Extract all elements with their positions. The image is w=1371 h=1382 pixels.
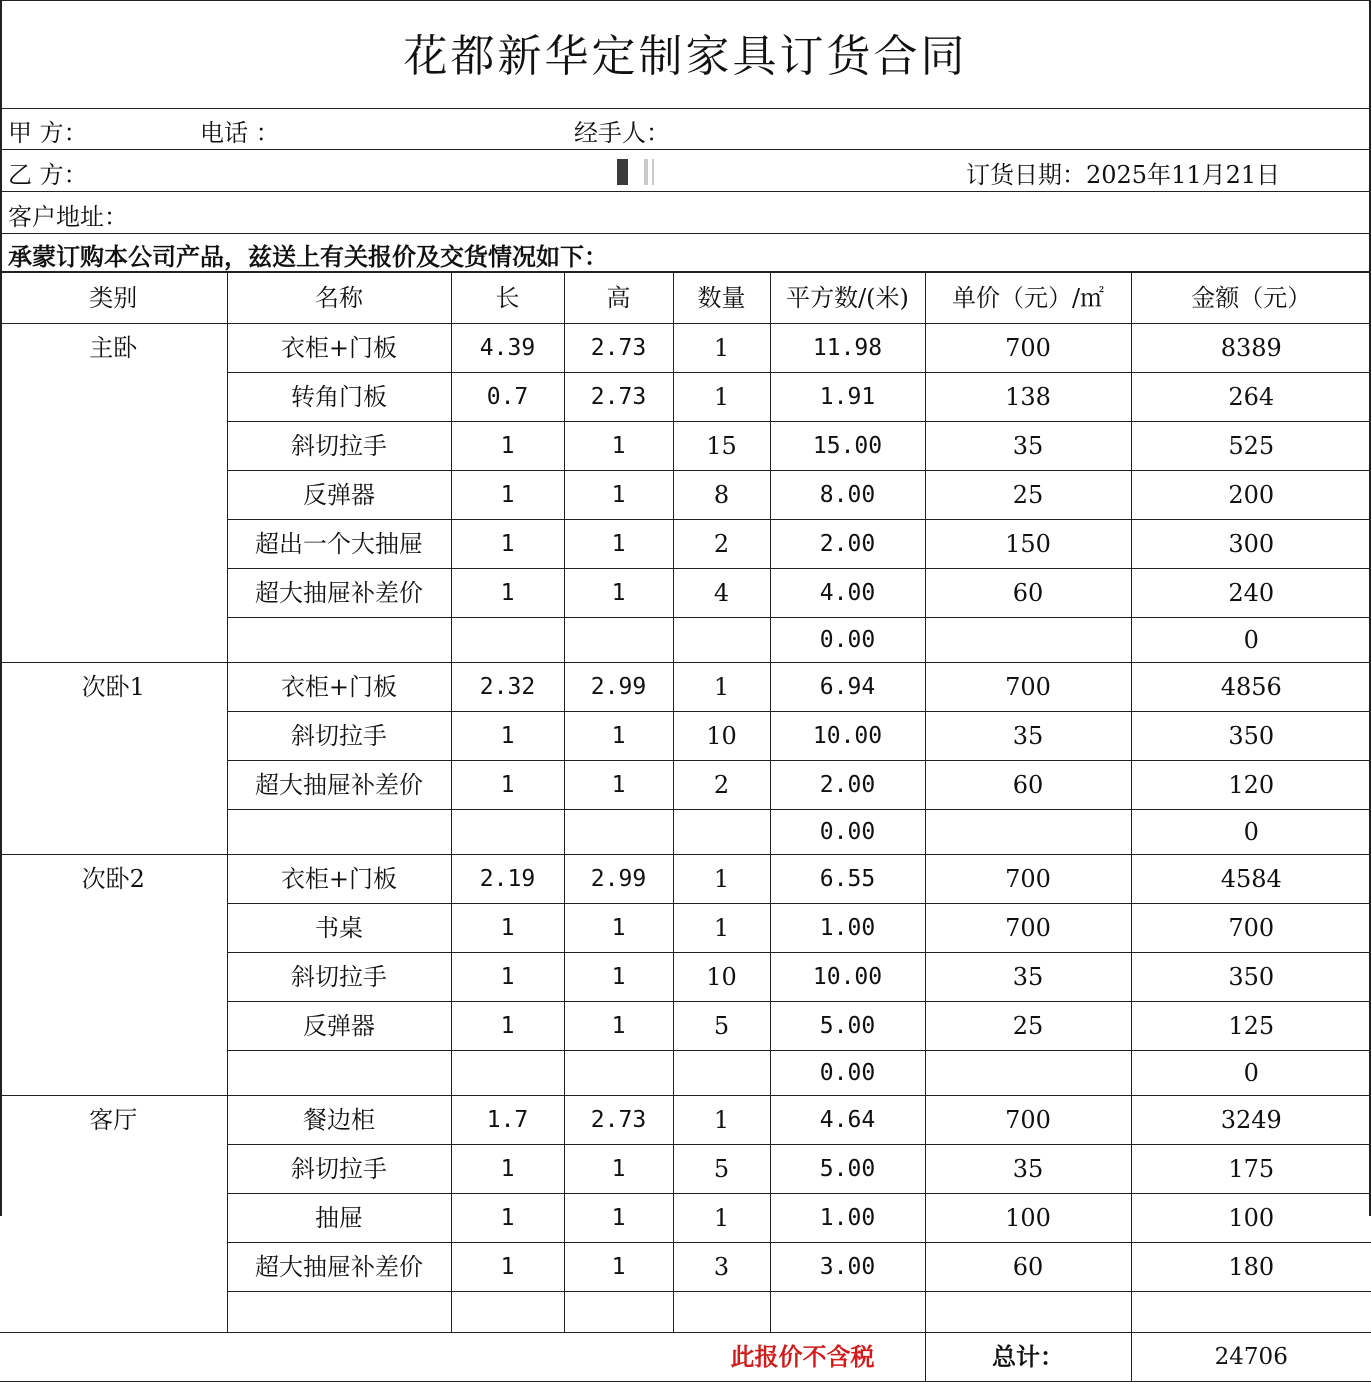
cell-name: 斜切拉手: [227, 712, 451, 761]
cell-length: 1: [451, 520, 564, 569]
cell-square-meters: 5.00: [770, 1002, 925, 1051]
cell-category: 次卧2: [0, 855, 227, 904]
order-date-label: 订货日期：: [966, 161, 1086, 189]
table-row: [0, 422, 1371, 471]
cell-category: [0, 1051, 227, 1096]
cell-length: 2.32: [451, 663, 564, 712]
cell-unit-price: 700: [925, 1096, 1131, 1145]
cell-category: [0, 1145, 227, 1194]
cell-square-meters: 3.00: [770, 1243, 925, 1292]
cell-amount: 300: [1131, 520, 1371, 569]
cell-name: 超出一个大抽屉: [227, 520, 451, 569]
cell-category: [0, 1002, 227, 1051]
cell-quantity: 1: [673, 855, 770, 904]
header-height: 高: [564, 273, 673, 324]
cell-length: [451, 1292, 564, 1333]
cell-square-meters: 10.00: [770, 712, 925, 761]
cell-name: 斜切拉手: [227, 422, 451, 471]
cell-category: [0, 904, 227, 953]
cell-name: [227, 1292, 451, 1333]
cell-unit-price: 25: [925, 1002, 1131, 1051]
header-category: 类别: [0, 273, 227, 324]
cell-amount: 175: [1131, 1145, 1371, 1194]
cell-height: 1: [564, 569, 673, 618]
cell-amount: 700: [1131, 904, 1371, 953]
cell-quantity: 2: [673, 520, 770, 569]
cell-height: 1: [564, 1002, 673, 1051]
redaction-mark: [617, 159, 628, 185]
cell-name: 反弹器: [227, 1002, 451, 1051]
cell-quantity: [673, 1292, 770, 1333]
cell-length: 1: [451, 1145, 564, 1194]
table-row: [0, 1096, 1371, 1145]
cell-square-meters: 4.64: [770, 1096, 925, 1145]
cell-height: 2.73: [564, 1096, 673, 1145]
cell-square-meters: 15.00: [770, 422, 925, 471]
cell-quantity: [673, 618, 770, 663]
cell-square-meters: 1.91: [770, 373, 925, 422]
cell-height: 1: [564, 471, 673, 520]
cell-quantity: 4: [673, 569, 770, 618]
cell-category: [0, 569, 227, 618]
table-row: [0, 520, 1371, 569]
cell-unit-price: [925, 1051, 1131, 1096]
cell-unit-price: 35: [925, 422, 1131, 471]
header-unit-price: 单价（元）/㎡: [925, 273, 1131, 324]
cell-height: 2.99: [564, 663, 673, 712]
cell-name: 斜切拉手: [227, 953, 451, 1002]
address-label: 客户地址：: [8, 203, 128, 231]
table-row: [0, 471, 1371, 520]
cell-unit-price: 35: [925, 1145, 1131, 1194]
cell-amount: 3249: [1131, 1096, 1371, 1145]
cell-height: [564, 810, 673, 855]
cell-amount: 0: [1131, 810, 1371, 855]
cell-height: 2.73: [564, 324, 673, 373]
cell-square-meters: 2.00: [770, 761, 925, 810]
party-b-row: [0, 150, 1371, 192]
intro-row: [0, 233, 1371, 272]
table-row: [0, 1051, 1371, 1096]
table-header-row: [0, 273, 1371, 324]
cell-amount: 8389: [1131, 324, 1371, 373]
cell-quantity: 2: [673, 761, 770, 810]
contract-title: 花都新华定制家具订货合同: [0, 0, 1371, 109]
cell-category: 次卧1: [0, 663, 227, 712]
cell-length: [451, 618, 564, 663]
cell-category: [0, 953, 227, 1002]
table-row: [0, 569, 1371, 618]
cell-square-meters: 10.00: [770, 953, 925, 1002]
table-row: [0, 373, 1371, 422]
cell-length: [451, 810, 564, 855]
cell-length: 1: [451, 712, 564, 761]
cell-quantity: 5: [673, 1002, 770, 1051]
cell-height: 2.73: [564, 373, 673, 422]
cell-category: [0, 373, 227, 422]
cell-amount: 0: [1131, 618, 1371, 663]
cell-quantity: 1: [673, 663, 770, 712]
table-row: [0, 1194, 1371, 1243]
cell-length: 1: [451, 1002, 564, 1051]
cell-name: 衣柜+门板: [227, 663, 451, 712]
redaction-mark-light-2: [652, 159, 654, 185]
cell-amount: 240: [1131, 569, 1371, 618]
cell-quantity: 1: [673, 373, 770, 422]
phone-label: 电话 ：: [200, 119, 280, 147]
cell-category: [0, 1194, 227, 1243]
table-row: [0, 712, 1371, 761]
cell-quantity: [673, 810, 770, 855]
cell-name: 餐边柜: [227, 1096, 451, 1145]
cell-category: [0, 761, 227, 810]
total-value: 24706: [1131, 1333, 1371, 1382]
cell-name: [227, 618, 451, 663]
cell-height: 1: [564, 520, 673, 569]
cell-category: [0, 471, 227, 520]
cell-length: 1: [451, 1194, 564, 1243]
cell-unit-price: 700: [925, 324, 1131, 373]
cell-square-meters: 1.00: [770, 904, 925, 953]
party-a-label: 甲 方：: [8, 119, 88, 147]
table-row: [0, 855, 1371, 904]
cell-square-meters: 4.00: [770, 569, 925, 618]
cell-square-meters: 0.00: [770, 1051, 925, 1096]
cell-name: 反弹器: [227, 471, 451, 520]
cell-unit-price: 60: [925, 761, 1131, 810]
cell-length: 1.7: [451, 1096, 564, 1145]
cell-square-meters: 8.00: [770, 471, 925, 520]
cell-amount: 525: [1131, 422, 1371, 471]
cell-amount: 350: [1131, 712, 1371, 761]
cell-category: [0, 520, 227, 569]
cell-name: 超大抽屉补差价: [227, 761, 451, 810]
cell-length: 1: [451, 422, 564, 471]
cell-category: [0, 1292, 227, 1333]
cell-category: 客厅: [0, 1096, 227, 1145]
cell-unit-price: 25: [925, 471, 1131, 520]
cell-quantity: 10: [673, 712, 770, 761]
cell-square-meters: 11.98: [770, 324, 925, 373]
cell-length: 0.7: [451, 373, 564, 422]
cell-amount: [1131, 1292, 1371, 1333]
cell-square-meters: 1.00: [770, 1194, 925, 1243]
cell-unit-price: 35: [925, 953, 1131, 1002]
cell-amount: 180: [1131, 1243, 1371, 1292]
cell-height: 2.99: [564, 855, 673, 904]
cell-amount: 350: [1131, 953, 1371, 1002]
cell-square-meters: [770, 1292, 925, 1333]
cell-amount: 0: [1131, 1051, 1371, 1096]
cell-name: 超大抽屉补差价: [227, 569, 451, 618]
table-row: [0, 324, 1371, 373]
cell-amount: 100: [1131, 1194, 1371, 1243]
cell-height: 1: [564, 712, 673, 761]
table-row: [0, 810, 1371, 855]
cell-quantity: 15: [673, 422, 770, 471]
table-row: [0, 1145, 1371, 1194]
cell-name: 抽屉: [227, 1194, 451, 1243]
total-row: [0, 1333, 1371, 1382]
cell-name: 转角门板: [227, 373, 451, 422]
cell-length: 1: [451, 904, 564, 953]
cell-square-meters: 0.00: [770, 618, 925, 663]
cell-height: 1: [564, 1194, 673, 1243]
cell-quantity: 10: [673, 953, 770, 1002]
table-row: [0, 663, 1371, 712]
cell-height: [564, 1051, 673, 1096]
table-row: [0, 1292, 1371, 1333]
cell-category: [0, 810, 227, 855]
cell-quantity: [673, 1051, 770, 1096]
cell-amount: 4856: [1131, 663, 1371, 712]
cell-height: [564, 1292, 673, 1333]
cell-name: 书桌: [227, 904, 451, 953]
cell-amount: 200: [1131, 471, 1371, 520]
cell-category: 主卧: [0, 324, 227, 373]
tax-note: 此报价不含税: [0, 1333, 925, 1382]
order-date-value: 2025年11月21日: [1086, 161, 1281, 189]
cell-category: [0, 712, 227, 761]
cell-length: [451, 1051, 564, 1096]
cell-unit-price: [925, 810, 1131, 855]
cell-quantity: 1: [673, 904, 770, 953]
cell-unit-price: 700: [925, 663, 1131, 712]
cell-name: 衣柜+门板: [227, 855, 451, 904]
cell-height: [564, 618, 673, 663]
cell-unit-price: 35: [925, 712, 1131, 761]
table-row: [0, 904, 1371, 953]
cell-unit-price: 700: [925, 904, 1131, 953]
cell-unit-price: [925, 618, 1131, 663]
cell-quantity: 1: [673, 1096, 770, 1145]
cell-height: 1: [564, 1243, 673, 1292]
cell-amount: 4584: [1131, 855, 1371, 904]
table-row: [0, 1243, 1371, 1292]
cell-quantity: 1: [673, 324, 770, 373]
cell-unit-price: 150: [925, 520, 1131, 569]
cell-square-meters: 5.00: [770, 1145, 925, 1194]
header-square-meters: 平方数/(米): [770, 273, 925, 324]
cell-height: 1: [564, 953, 673, 1002]
cell-quantity: 1: [673, 1194, 770, 1243]
cell-name: 斜切拉手: [227, 1145, 451, 1194]
cell-category: [0, 422, 227, 471]
cell-height: 1: [564, 422, 673, 471]
cell-amount: 120: [1131, 761, 1371, 810]
cell-amount: 125: [1131, 1002, 1371, 1051]
header-quantity: 数量: [673, 273, 770, 324]
cell-quantity: 5: [673, 1145, 770, 1194]
cell-quantity: 8: [673, 471, 770, 520]
cell-unit-price: 138: [925, 373, 1131, 422]
cell-length: 4.39: [451, 324, 564, 373]
intro-text: 承蒙订购本公司产品，兹送上有关报价及交货情况如下：: [8, 242, 608, 271]
cell-unit-price: 60: [925, 569, 1131, 618]
cell-square-meters: 6.94: [770, 663, 925, 712]
cell-unit-price: 100: [925, 1194, 1131, 1243]
cell-height: 1: [564, 904, 673, 953]
table-row: [0, 761, 1371, 810]
cell-height: 1: [564, 1145, 673, 1194]
table-row: [0, 618, 1371, 663]
table-row: [0, 953, 1371, 1002]
cell-name: 衣柜+门板: [227, 324, 451, 373]
party-b-label: 乙 方：: [8, 161, 88, 189]
cell-unit-price: [925, 1292, 1131, 1333]
header-amount: 金额（元）: [1131, 273, 1371, 324]
cell-amount: 264: [1131, 373, 1371, 422]
cell-name: [227, 810, 451, 855]
cell-square-meters: 0.00: [770, 810, 925, 855]
cell-length: 1: [451, 1243, 564, 1292]
cell-quantity: 3: [673, 1243, 770, 1292]
cell-length: 1: [451, 953, 564, 1002]
cell-length: 1: [451, 471, 564, 520]
cell-square-meters: 6.55: [770, 855, 925, 904]
header-length: 长: [451, 273, 564, 324]
handler-label: 经手人：: [574, 119, 670, 147]
header-name: 名称: [227, 273, 451, 324]
total-label: 总计：: [925, 1333, 1131, 1382]
cell-height: 1: [564, 761, 673, 810]
cell-square-meters: 2.00: [770, 520, 925, 569]
address-row: [0, 192, 1371, 234]
table-row: [0, 1002, 1371, 1051]
cell-name: [227, 1051, 451, 1096]
cell-length: 1: [451, 761, 564, 810]
cell-unit-price: 60: [925, 1243, 1131, 1292]
cell-unit-price: 700: [925, 855, 1131, 904]
cell-category: [0, 618, 227, 663]
cell-length: 1: [451, 569, 564, 618]
cell-category: [0, 1243, 227, 1292]
cell-name: 超大抽屉补差价: [227, 1243, 451, 1292]
party-a-row: [0, 108, 1371, 150]
redaction-mark-light: [644, 159, 648, 185]
cell-length: 2.19: [451, 855, 564, 904]
